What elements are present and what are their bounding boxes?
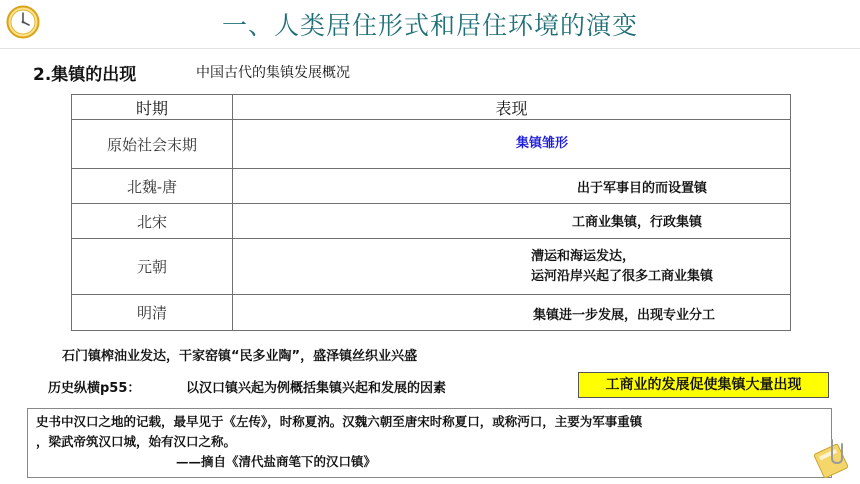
table-header-row [72, 95, 791, 120]
table-row [72, 295, 791, 331]
period-cell: 北魏-唐 [72, 169, 233, 204]
quote-line: 史书中汉口之地的记载，最早见于《左传》，时称夏汭。汉魏六朝至唐宋时称夏口，或称沔口，主要为军事重镇 [36, 414, 643, 429]
table-row [72, 239, 791, 295]
column-header-performance: 表现 [233, 95, 791, 120]
header-divider [0, 48, 860, 49]
description-cell [233, 204, 791, 239]
history-text: 以汉口镇兴起为例概括集镇兴起和发展的因素 [186, 381, 447, 396]
history-label: 历史纵横p55： [48, 381, 141, 396]
table-caption: 中国古代的集镇发展概况 [196, 65, 350, 81]
page-title: 一、人类居住形式和居住环境的演变 [221, 11, 638, 40]
quote-source: ——摘自《清代盐商笔下的汉口镇》 [176, 454, 377, 469]
description-line: 工商业集镇，行政集镇 [572, 215, 703, 230]
development-table [71, 94, 791, 331]
description-line: 集镇进一步发展，出现专业分工 [533, 307, 716, 323]
column-header-period: 时期 [72, 95, 233, 120]
description-line: 集镇雏形 [516, 136, 569, 151]
table-row [72, 169, 791, 204]
description-line: 漕运和海运发达， [531, 248, 636, 264]
description-cell [233, 120, 791, 169]
period-cell: 元朝 [72, 239, 233, 295]
description-line: 出于军事目的而设置镇 [577, 181, 708, 196]
table-row [72, 204, 791, 239]
quote-box [27, 408, 832, 478]
examples-note: 石门镇榨油业发达，干家窑镇“民多业陶”，盛泽镇丝织业兴盛 [62, 349, 418, 364]
highlight-box: 工商业的发展促使集镇大量出现 [578, 372, 829, 398]
paperclip-note-icon [808, 436, 854, 480]
period-cell: 明清 [72, 295, 233, 331]
description-cell [233, 295, 791, 331]
table-row [72, 120, 791, 169]
period-cell: 原始社会末期 [72, 120, 233, 169]
description-cell [233, 239, 791, 295]
period-cell: 北宋 [72, 204, 233, 239]
description-line: 运河沿岸兴起了很多工商业集镇 [531, 268, 714, 284]
description-cell [233, 169, 791, 204]
quote-line: ，梁武帝筑汉口城，始有汉口之称。 [36, 434, 237, 449]
section-heading: 2.集镇的出现 [33, 65, 137, 85]
